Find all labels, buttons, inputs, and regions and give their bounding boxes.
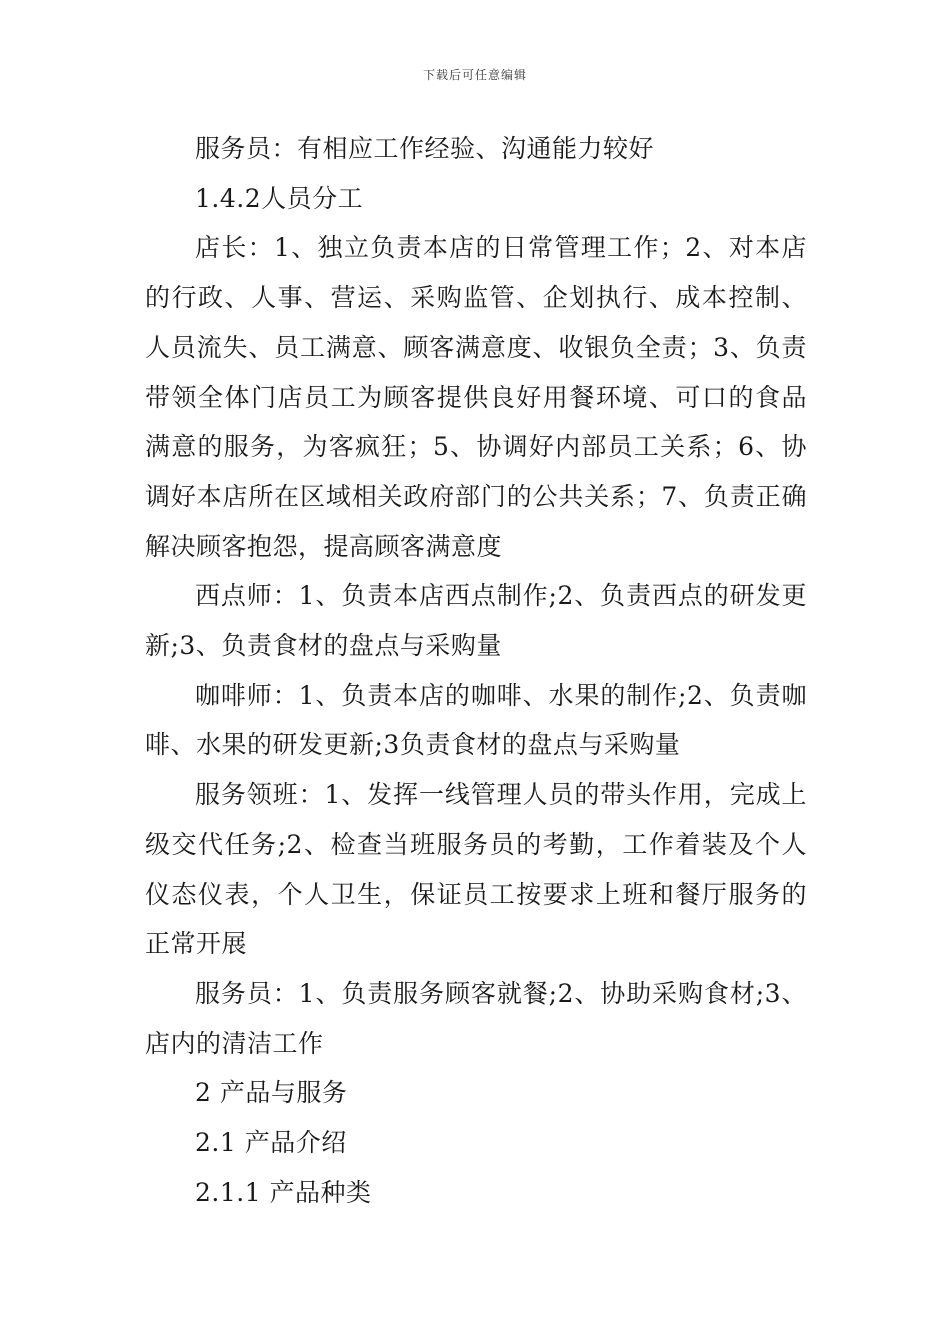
paragraph-service-supervisor: 服务领班：1、发挥一线管理人员的带头作用，完成上级交代任务;2、检查当班服务员的考勤，工作着装及个人仪态仪表，个人卫生，保证员工按要求上班和餐厅服务的正常开展: [145, 780, 807, 959]
paragraph-barista: 咖啡师：1、负责本店的咖啡、水果的制作;2、负责咖啡、水果的研发更新;3负责食材的盘点与采购量: [145, 680, 807, 760]
paragraph-waiter-duties: 服务员：1、负责服务顾客就餐;2、协助采购食材;3、店内的清洁工作: [145, 978, 807, 1058]
heading-staff-division: 1.4.2人员分工: [195, 183, 364, 213]
paragraph-store-manager: 店长：1、独立负责本店的日常管理工作；2、对本店的行政、人事、营运、采购监管、企划执行、成本控制、人员流失、员工满意、顾客满意度、收银负全责；3、负责带领全体门店员工为顾客提供良好用餐环境、可口的食品满意的服务，为客疯狂；5、协调好内部员工关系；6、协调好本店所在区域相关政府部门的公共关系；7、负责正确解决顾客抱怨，提高顾客满意度: [145, 233, 807, 561]
paragraph-waiter-requirements: 服务员：有相应工作经验、沟通能力较好: [195, 134, 655, 163]
heading-product-intro: 2.1 产品介绍: [195, 1128, 347, 1158]
header-note: 下载后可任意编辑: [422, 68, 527, 82]
paragraph-pastry-chef: 西点师：1、负责本店西点制作;2、负责西点的研发更新;3、负责食材的盘点与采购量: [145, 581, 807, 661]
document-body: [145, 124, 807, 1217]
heading-products-services: 2 产品与服务: [195, 1078, 348, 1108]
heading-product-types: 2.1.1 产品种类: [195, 1177, 372, 1207]
